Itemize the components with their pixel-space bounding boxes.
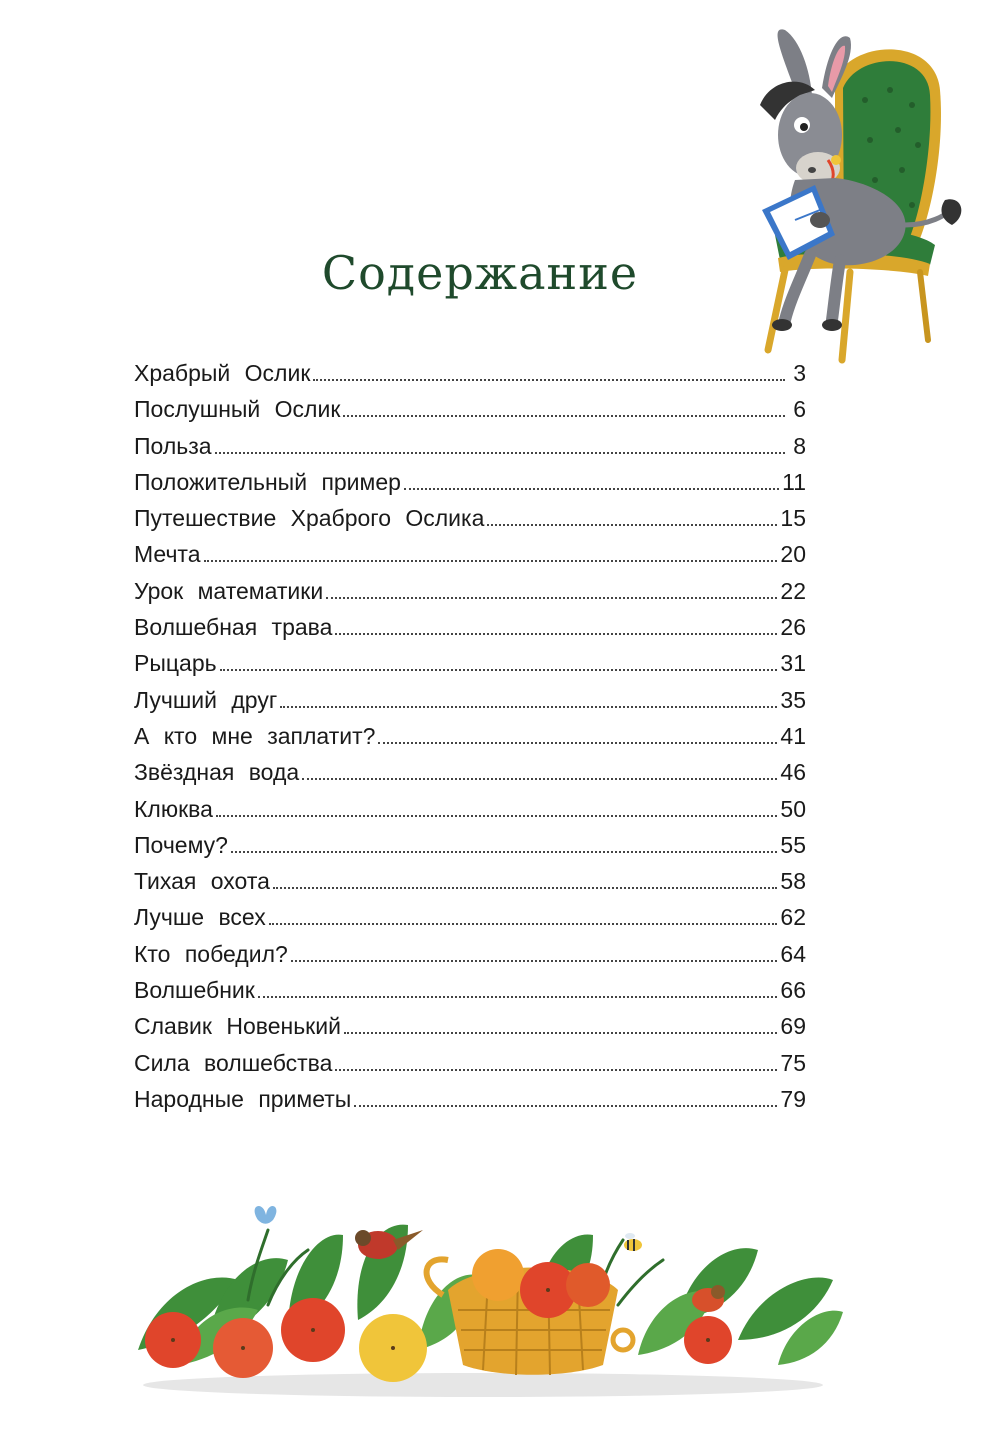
toc-entry[interactable] bbox=[134, 391, 806, 427]
toc-entry-page: 15 bbox=[780, 505, 806, 532]
toc-entry-title: Лучший друг bbox=[134, 686, 278, 713]
dot-leader bbox=[313, 378, 785, 381]
toc-entry-title: Мечта bbox=[134, 541, 201, 568]
toc-entry-title: Народные приметы bbox=[134, 1085, 352, 1112]
toc-entry[interactable] bbox=[134, 1008, 806, 1044]
dot-leader bbox=[404, 487, 779, 490]
toc-entry[interactable] bbox=[134, 863, 806, 899]
toc-entry-page: 66 bbox=[780, 977, 806, 1004]
toc-entry-page: 50 bbox=[780, 795, 806, 822]
toc-entry-page: 75 bbox=[780, 1049, 806, 1076]
toc-entry-title: А кто мне заплатит? bbox=[134, 722, 376, 749]
toc-entry[interactable] bbox=[134, 536, 806, 572]
toc-entry-page: 3 bbox=[793, 360, 806, 386]
toc-entry-page: 69 bbox=[780, 1013, 806, 1040]
toc-entry-page: 64 bbox=[780, 940, 806, 967]
toc-entry[interactable] bbox=[134, 464, 806, 500]
toc-entry[interactable] bbox=[134, 682, 806, 718]
toc-entry-title: Волшебник bbox=[134, 977, 255, 1004]
dot-leader bbox=[204, 559, 778, 562]
toc-entry-page: 20 bbox=[780, 541, 806, 568]
dot-leader bbox=[215, 451, 785, 454]
toc-entry-page: 6 bbox=[793, 396, 806, 423]
toc-entry-title: Лучше всех bbox=[134, 904, 266, 931]
dot-leader bbox=[354, 1104, 777, 1107]
dot-leader bbox=[335, 632, 777, 635]
toc-entry-title: Путешествие Храброго Ослика bbox=[134, 505, 485, 532]
toc-entry[interactable] bbox=[134, 718, 806, 754]
toc-entry-title: Кто победил? bbox=[134, 940, 288, 967]
toc-entry-title: Послушный Ослик bbox=[134, 396, 341, 423]
toc-entry-title: Почему? bbox=[134, 831, 228, 858]
toc-entry-page: 55 bbox=[780, 831, 806, 858]
dot-leader bbox=[258, 995, 778, 998]
dot-leader bbox=[344, 1031, 777, 1034]
toc-entry-title: Волшебная трава bbox=[134, 614, 333, 641]
dot-leader bbox=[326, 596, 777, 599]
dot-leader bbox=[343, 414, 785, 417]
toc-entry[interactable] bbox=[134, 1045, 806, 1081]
toc-entry-title: Славик Новенький bbox=[134, 1013, 341, 1040]
dot-leader bbox=[487, 523, 777, 526]
toc-entry[interactable] bbox=[134, 428, 806, 464]
dot-leader bbox=[216, 814, 778, 817]
dot-leader bbox=[280, 705, 777, 708]
dot-leader bbox=[269, 922, 778, 925]
toc-entry[interactable] bbox=[134, 609, 806, 645]
page-title: Содержание bbox=[321, 246, 639, 300]
toc-entry[interactable] bbox=[134, 573, 806, 609]
table-of-contents bbox=[134, 355, 806, 1117]
toc-entry-title: Сила волшебства bbox=[134, 1049, 333, 1076]
toc-entry[interactable] bbox=[134, 1081, 806, 1117]
toc-entry-page: 62 bbox=[780, 904, 806, 931]
toc-entry-title: Храбрый Ослик bbox=[134, 360, 311, 386]
toc-entry[interactable] bbox=[134, 936, 806, 972]
toc-entry-page: 35 bbox=[780, 686, 806, 713]
toc-entry-title: Положительный пример bbox=[134, 468, 401, 495]
toc-entry-page: 26 bbox=[780, 614, 806, 641]
dot-leader bbox=[291, 959, 778, 962]
toc-entry-page: 11 bbox=[782, 468, 806, 495]
toc-entry[interactable] bbox=[134, 827, 806, 863]
toc-entry[interactable] bbox=[134, 500, 806, 536]
toc-entry[interactable] bbox=[134, 899, 806, 935]
toc-entry[interactable] bbox=[134, 645, 806, 681]
toc-entry-title: Рыцарь bbox=[134, 650, 217, 677]
apples-basket-illustration bbox=[118, 1200, 848, 1400]
toc-entry[interactable] bbox=[134, 972, 806, 1008]
toc-entry-page: 22 bbox=[780, 577, 806, 604]
toc-entry-title: Урок математики bbox=[134, 577, 324, 604]
dot-leader bbox=[273, 886, 778, 889]
toc-entry-title: Звёздная вода bbox=[134, 759, 300, 786]
toc-entry-page: 8 bbox=[793, 432, 806, 459]
dot-leader bbox=[220, 668, 778, 671]
toc-entry[interactable] bbox=[134, 791, 806, 827]
toc-entry-page: 41 bbox=[780, 722, 806, 749]
dot-leader bbox=[378, 741, 777, 744]
toc-entry-page: 31 bbox=[780, 650, 806, 677]
donkey-reading-illustration bbox=[740, 20, 970, 370]
toc-entry-page: 58 bbox=[780, 868, 806, 895]
toc-entry-title: Тихая охота bbox=[134, 868, 270, 895]
toc-entry[interactable] bbox=[134, 355, 806, 391]
toc-entry[interactable] bbox=[134, 754, 806, 790]
toc-entry-page: 79 bbox=[780, 1085, 806, 1112]
toc-entry-title: Польза bbox=[134, 432, 212, 459]
toc-entry-title: Клюква bbox=[134, 795, 213, 822]
dot-leader bbox=[335, 1068, 777, 1071]
dot-leader bbox=[302, 777, 777, 780]
dot-leader bbox=[231, 850, 777, 853]
toc-entry-page: 46 bbox=[780, 759, 806, 786]
